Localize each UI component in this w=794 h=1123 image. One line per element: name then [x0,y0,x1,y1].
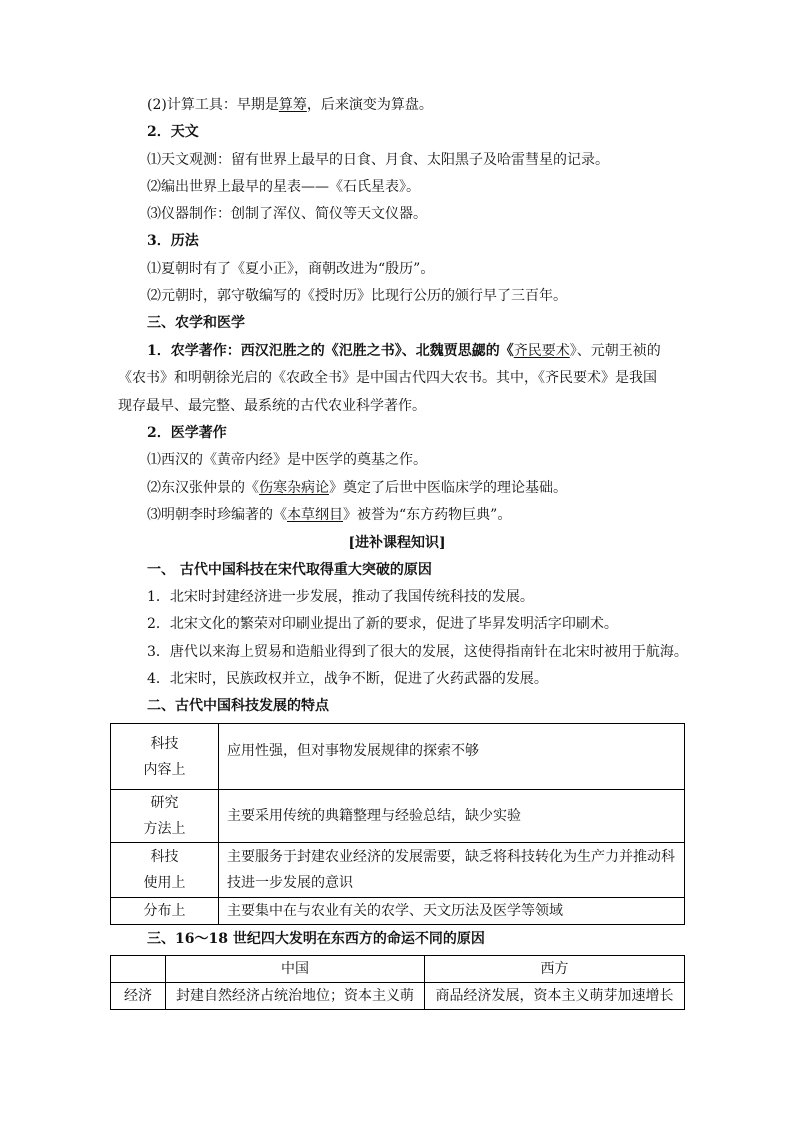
table-header-row [111,956,685,983]
section-label-extra-knowledge: [进补课程知识] [348,535,446,551]
table-row [111,790,685,843]
features-table [110,723,685,925]
table-cell: 商品经济发展，资本主义萌芽加速增长 [425,983,685,1010]
table-header-cell [111,956,166,983]
text-line: ⑵元朝时，郭守敬编写的《授时历》比现行公历的颁行早了三百年。 [147,288,567,304]
table-row-header: 科技 内容上 [111,724,219,790]
text-line: 3．唐代以来海上贸易和造船业得到了很大的发展，这使得指南针在北宋时被用于航海。 [147,644,688,660]
text-line: ⑴天文观测：留有世界上最早的日食、月食、太阳黑子及哈雷彗星的记录。 [147,152,609,168]
table-cell: 封建自然经济占统治地位；资本主义萌 [166,983,425,1010]
section-heading-features: 二、古代中国科技发展的特点 [147,698,329,714]
table-cell: 主要服务于封建农业经济的发展需要，缺乏将科技转化为生产力并推动科 技进一步发展的意识 [219,843,685,898]
heading-medicine: 2．医学著作 [147,425,227,441]
text-line-bencao: ⑶明朝李时珍编著的《本草纲目》被誉为“东方药物巨典”。 [147,507,512,523]
table-header-china: 中国 [166,956,425,983]
heading-calendar: 3．历法 [147,233,199,249]
text-line-calc-tools: (2)计算工具：早期是算筹，后来演变为算盘。 [147,97,433,113]
table-cell: 主要集中在与农业有关的农学、天文历法及医学等领域 [219,898,685,925]
table-cell: 主要采用传统的典籍整理与经验总结，缺少实验 [219,790,685,843]
section-heading-four-inventions: 三、16～18 世纪四大发明在东西方的命运不同的原因 [147,931,485,947]
table-row-header: 研究 方法上 [111,790,219,843]
table-row [111,898,685,925]
table-row [111,843,685,898]
table-cell: 应用性强，但对事物发展规律的探索不够 [219,724,685,790]
text-line: ⑶仪器制作：创制了浑仪、简仪等天文仪器。 [147,206,427,222]
text-line: ⑴夏朝时有了《夏小正》，商朝改进为“殷历”。 [147,261,435,277]
text-line-shanghan: ⑵东汉张仲景的《伤寒杂病论》奠定了后世中医临床学的理论基础。 [147,480,567,496]
text-line: 现存最早、最完整、最系统的古代农业科学著作。 [118,398,426,414]
table-row-header: 科技 使用上 [111,843,219,898]
table-row-header: 经济 [111,983,166,1010]
text-line: ⑴西汉的《黄帝内经》是中医学的奠基之作。 [147,452,427,468]
table-row [111,724,685,790]
heading-astronomy: 2．天文 [147,124,199,140]
section-heading-song-reasons: 一、 古代中国科技在宋代取得重大突破的原因 [147,562,432,578]
table-row-header: 分布上 [111,898,219,925]
text-line: 《农书》和明朝徐光启的《农政全书》是中国古代四大农书。其中，《齐民要术》是我国 [118,370,657,386]
text-line: 1．北宋时封建经济进一步发展，推动了我国传统科技的发展。 [147,589,534,605]
table-row [111,983,685,1010]
text-line: 2．北宋文化的繁荣对印刷业提出了新的要求，促进了毕昇发明活字印刷术。 [147,616,618,632]
comparison-table [110,955,685,1010]
text-line-agri-books: 1．农学著作：西汉氾胜之的《氾胜之书》、北魏贾思勰的《齐民要术》、元朝王祯的 [147,343,661,359]
text-line: ⑵编出世界上最早的星表——《石氏星表》。 [147,179,420,195]
section-heading-agri-med: 三、农学和医学 [147,315,245,331]
text-line: 4．北宋时，民族政权并立，战争不断，促进了火药武器的发展。 [147,671,548,687]
table-header-west: 西方 [425,956,685,983]
